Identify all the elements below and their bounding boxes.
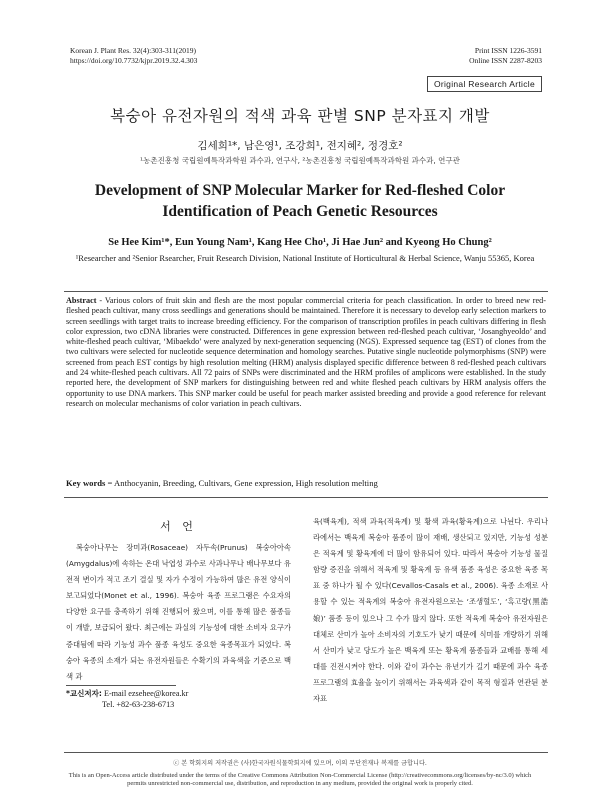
- doi-link[interactable]: https://doi.org/10.7732/kjpr.2019.32.4.303: [70, 56, 198, 65]
- section-heading-introduction: 서 언: [160, 520, 197, 533]
- print-issn: Print ISSN 1226-3591: [474, 46, 542, 55]
- corresponding-author-footnote: [66, 688, 291, 710]
- intro-right-column: 육(백육계), 적색 과육(적육계) 및 황색 과육(황육계)으로 나뉜다. 우리나라에서는 백육계 복숭아 품종이 많이 재배, 생산되고 있지만, 기능성 성분은 적육계 및 황육계에 더 많이 함유되어 있다. 따라서 복숭아 기능성 물질 함량 증진을 위해서 적육계 및 황육계 등 유색 품종 육성은 중요한 육종 목표 중 하나가 될 수 있다(Cevallos-Casals et al., 2006). 육종 소재로 사용할 수 있는 적육계의 복숭아 유전자원으로는 ‘조생혈도’, ‘흑고량(黑誥娘)’ 품종 등이 있으나 그 수가 많지 않다. 또한 적육계 복숭아 유전자원은 대체로 산미가 높아 소비자의 기호도가 낮기 때문에 식미를 개량하기 위해서 산미가 낮고 당도가 높은 백육계 또는 황육계 품종들과 교배를 통해 세대를 진전시켜야 한다. 이와 같이 과수는 유년기가 길기 때문에 과수 육종 프로그램의 효율을 높이기 위해서는 과육색과 같이 목적 형질과 연관된 분자표: [313, 517, 548, 704]
- copyright-english: This is an Open-Access article distributed under the terms of the Creative Commons Attribution Non-Commercial License (http://creativecommons.org/licenses/by-nc/3.0) which permits unrestricted non-commercial use, distribution, and reproduction in any medium, provided the original work is properly cited.: [68, 772, 532, 787]
- korean-affiliation: ¹농촌진흥청 국립원예특작과학원 과수과, 연구사, ²농촌진흥청 국립원예특작과학원 과수과, 연구관: [140, 156, 460, 165]
- keywords-bottom-rule: [64, 497, 548, 498]
- copyright-rule: [64, 752, 548, 753]
- abstract-text: - Various colors of fruit skin and flesh are the most popular commercial criteria for peach classification. In order to breed new red-fleshed peach cultivar, many cross seedlings and generations should be maintained. Therefore it is necessary to develop early selection markers to screen seedlings with target traits to increase breeding efficiency. For the comparison of transcription profiles in peach cultivars differing in flesh color expression, two cDNA libraries were constructed. Differences in gene expression between red-fleshed peach cultivar, ‘Josanghyeoldo’ and white-fleshed peach cultivar, ‘Mibaekdo’ were analyzed by next-generation sequencing (NGS). Expressed sequence tag (EST) of clones from the two cultivars were selected for nucleotide sequence determination and homology searches. Putative single nucleotide polymorphisms (SNP) were screened from peach EST contigs by high resolution melting (HRM) analysis displayed specific difference between 8 red-fleshed peach cultivars and 24 white-fleshed peach cultivars. All 72 pairs of SNPs were discriminated and the HRM profiles of amplicons were established. In the study reported here, the development of SNP markers for distinguishing between red and white fleshed peach cultivars by HRM analysis offers the opportunity to use DNA markers. This SNP marker could be useful for peach marker assisted breeding and provide a good reference for relevant research on molecular mechanisms of color variation in peach cultivars.: [66, 296, 546, 408]
- journal-header: [70, 46, 330, 66]
- footnote-tel: Tel. +82-63-238-6713: [102, 700, 175, 709]
- copyright-korean: ⓒ 본 학회지의 저작권은 (사)한국자원식물학회지에 있으며, 이의 무단전재나 복제를 금합니다.: [173, 760, 427, 767]
- english-title: [60, 180, 540, 222]
- intro-left-column: 복숭아나무는 장미과(Rosaceae) 자두속(Prunus) 복숭아아속(Amygdalus)에 속하는 온대 낙엽성 과수로 사과나무나 배나무보다 유전적 변이가 적고 조기 결실 및 자가 수정이 가능하여 많은 유전 양식이 보고되었다(Monet et al., 1996). 복숭아 육종 프로그램은 수요자의 다양한 요구를 충족하기 위해 진행되어 왔으며, 이를 통해 많은 품종들이 개발, 보급되어 왔다. 최근에는 과실의 기능성에 대한 소비자 요구가 증대됨에 따라 기능성 과수 품종 육성도 중요한 육종목표가 되었다. 복숭아 육종의 소재가 되는 유전자원들은 수확기의 과육색을 기준으로 백색 과: [66, 543, 291, 681]
- abstract: [66, 296, 546, 409]
- korean-title: 복숭아 유전자원의 적색 과육 판별 SNP 분자표지 개발: [110, 107, 490, 125]
- english-authors: Se Hee Kim¹*, Eun Young Nam¹, Kang Hee Cho¹, Ji Hae Jun² and Kyeong Ho Chung²: [108, 237, 492, 248]
- keywords: [66, 478, 546, 488]
- online-issn: Online ISSN 2287-8203: [469, 56, 542, 65]
- keywords-label: Key words: [66, 478, 106, 488]
- article-type-badge: Original Research Article: [427, 76, 542, 92]
- abstract-label: Abstract: [66, 296, 97, 305]
- keywords-text: = Anthocyanin, Breeding, Cultivars, Gene expression, High resolution melting: [105, 478, 378, 488]
- footnote-email[interactable]: E-mail ezsehee@korea.kr: [101, 689, 189, 698]
- korean-authors: 김세희¹*, 남은영¹, 조강희¹, 전지혜², 정경호²: [197, 140, 403, 152]
- english-title-line1: Development of SNP Molecular Marker for Red-fleshed Color: [94, 182, 506, 199]
- english-affiliation: ¹Researcher and ²Senior Rsearcher, Fruit Research Division, National Institute of Horticultural & Herbal Science, Wanju 55365, Korea: [75, 253, 535, 263]
- footnote-label: *교신저자:: [66, 689, 102, 698]
- journal-citation: Korean J. Plant Res. 32(4):303-311(2019): [70, 46, 196, 55]
- english-title-line2: Identification of Peach Genetic Resources: [162, 203, 438, 220]
- abstract-top-rule: [64, 291, 548, 292]
- issn-header: [342, 46, 542, 66]
- footnote-rule: [66, 685, 176, 686]
